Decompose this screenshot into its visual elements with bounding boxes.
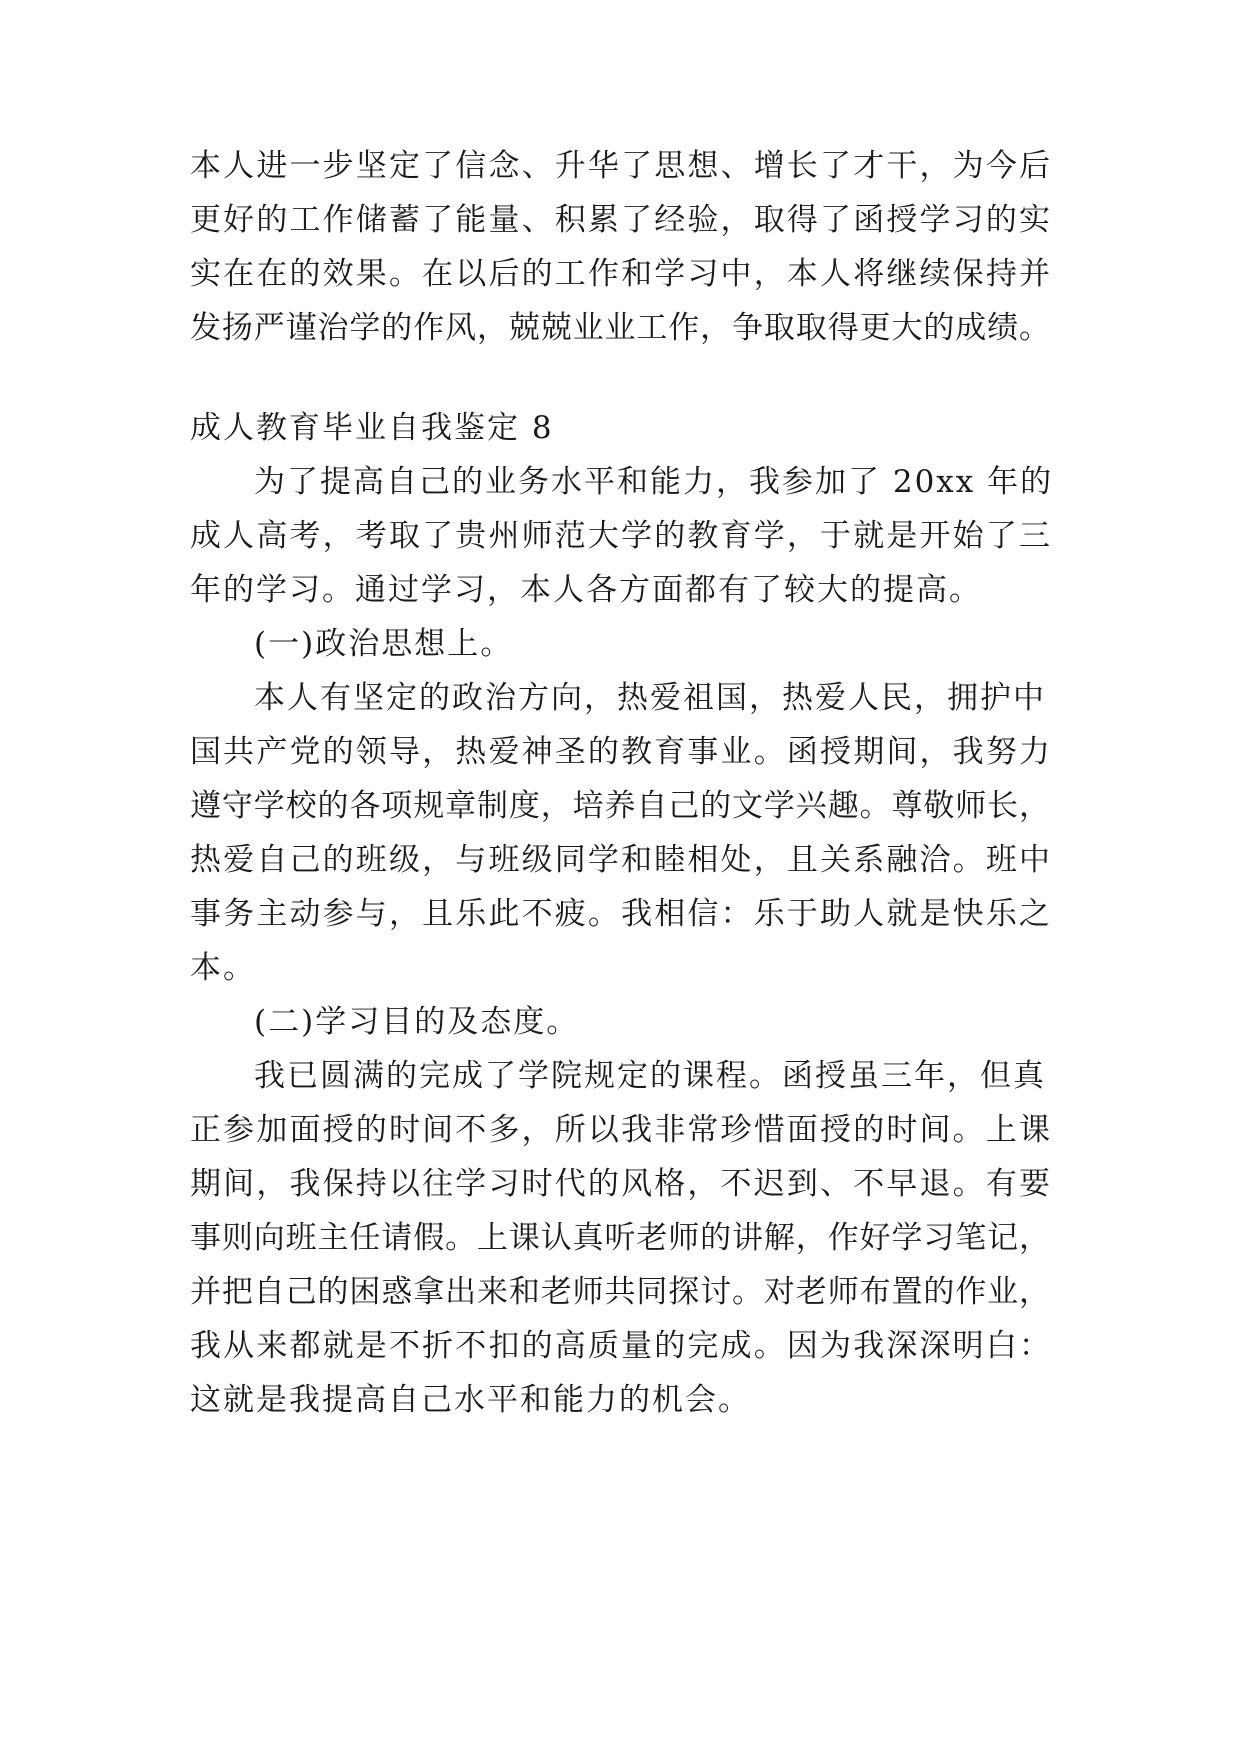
paragraph-line: 事务主动参与，且乐此不疲。我相信：乐于助人就是快乐之 [190,896,1050,932]
paragraph-line: 本人进一步坚定了信念、升华了思想、增长了才干，为今后 [190,148,1050,184]
subheading: (二)学习目的及态度。 [254,1004,580,1040]
paragraph-line: 期间，我保持以往学习时代的风格，不迟到、不早退。有要 [190,1166,1050,1202]
paragraph-line: 本。 [190,950,256,986]
paragraph-line: 年的学习。通过学习，本人各方面都有了较大的提高。 [190,572,982,608]
paragraph-line: 为了提高自己的业务水平和能力，我参加了 20xx 年的 [254,464,1054,500]
paragraph-line: 本人有坚定的政治方向，热爱祖国，热爱人民，拥护中 [254,680,1046,716]
section-title: 成人教育毕业自我鉴定 8 [190,410,554,446]
paragraph-line: 成人高考，考取了贵州师范大学的教育学，于就是开始了三 [190,518,1050,554]
paragraph-line: 事则向班主任请假。上课认真听老师的讲解，作好学习笔记， [190,1220,1050,1256]
paragraph-line: 我已圆满的完成了学院规定的课程。函授虽三年，但真 [254,1058,1046,1094]
paragraph-line: 更好的工作储蓄了能量、积累了经验，取得了函授学习的实 [190,202,1050,238]
paragraph-line: 实在在的效果。在以后的工作和学习中，本人将继续保持并 [190,256,1050,292]
paragraph-line: 遵守学校的各项规章制度，培养自己的文学兴趣。尊敬师长， [190,788,1050,824]
subheading: (一)政治思想上。 [254,626,514,662]
paragraph-line: 正参加面授的时间不多，所以我非常珍惜面授的时间。上课 [190,1112,1050,1148]
paragraph-line: 发扬严谨治学的作风，兢兢业业工作，争取取得更大的成绩。 [190,310,1050,346]
paragraph-line: 并把自己的困惑拿出来和老师共同探讨。对老师布置的作业， [190,1274,1050,1310]
paragraph-line: 热爱自己的班级，与班级同学和睦相处，且关系融洽。班中 [190,842,1050,878]
paragraph-line: 我从来都就是不折不扣的高质量的完成。因为我深深明白： [190,1328,1050,1364]
paragraph-line: 国共产党的领导，热爱神圣的教育事业。函授期间，我努力 [190,734,1050,770]
paragraph-line: 这就是我提高自己水平和能力的机会。 [190,1382,751,1418]
